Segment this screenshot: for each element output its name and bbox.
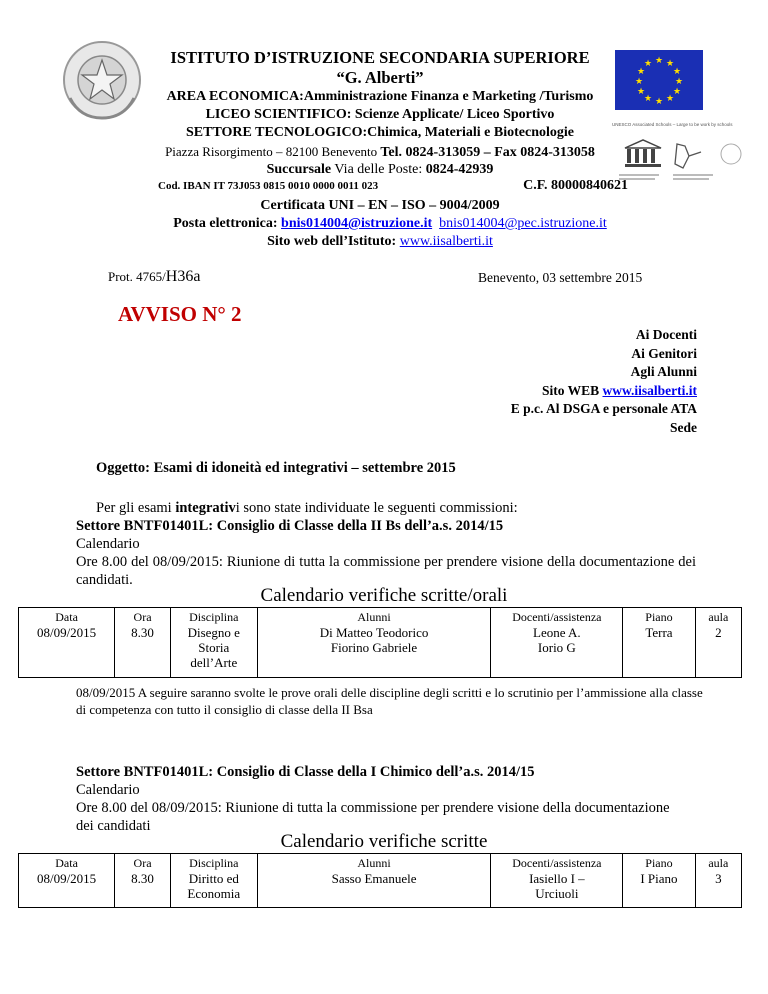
section1-calendar-table — [18, 607, 742, 678]
header-line1: ISTITUTO D’ISTRUZIONE SECONDARIA SUPERIORE — [170, 48, 590, 67]
col-alunni: Alunni — [257, 608, 491, 626]
avviso-title: AVVISO N° 2 — [118, 302, 242, 326]
website-link[interactable]: www.iisalberti.it — [399, 234, 493, 249]
cell-docenti: Iasiello I – Urciuoli — [491, 871, 623, 907]
recipient-web: Sito WEB www.iisalberti.it — [541, 382, 697, 398]
col-data: Data — [19, 608, 115, 626]
col-docenti: Docenti/assistenza — [491, 854, 623, 872]
cell-aula: 2 — [695, 625, 741, 677]
recipients — [511, 326, 697, 437]
svg-text:★: ★ — [665, 59, 675, 69]
header-line2: “G. Alberti” — [336, 68, 424, 87]
recipient-genitori: Ai Genitori — [631, 345, 697, 361]
header-address: Piazza Risorgimento – 82100 Benevento Tel. 0824-313059 – Fax 0824-313058 — [165, 144, 595, 160]
svg-text:★: ★ — [654, 56, 664, 66]
cell-alunni: Sasso Emanuele — [257, 871, 491, 907]
header-web: Sito web dell’Istituto: www.iisalberti.it — [267, 234, 493, 249]
section1-calendar-label: Calendario — [76, 536, 140, 552]
intro-paragraph: Per gli esami integrativi sono state individuate le seguenti commissioni: — [96, 500, 518, 516]
header-iban-cf: Cod. IBAN IT 73J053 0815 0010 0000 0011 023 C.F. 80000840621 — [158, 178, 628, 193]
header-cert: Certificata UNI – EN – ISO – 9004/2009 — [260, 198, 500, 213]
email-link-1[interactable]: bnis014004@istruzione.it — [281, 216, 433, 231]
email-link-2[interactable]: bnis014004@pec.istruzione.it — [439, 216, 607, 231]
unesco-banner: UNESCO Associated Schools – Large to be work by schools — [612, 122, 733, 127]
cell-ora: 8.30 — [115, 625, 171, 677]
cell-data: 08/09/2015 — [19, 871, 115, 907]
svg-text:★: ★ — [643, 94, 653, 104]
cell-aula: 3 — [695, 871, 741, 907]
svg-text:★: ★ — [654, 97, 664, 107]
col-ora: Ora — [115, 854, 171, 872]
col-docenti: Docenti/assistenza — [491, 608, 623, 626]
cell-piano: Terra — [623, 625, 695, 677]
document-date: Benevento, 03 settembre 2015 — [478, 270, 643, 285]
protocol-number: Prot. 4765/H36a — [108, 268, 201, 285]
col-data: Data — [19, 854, 115, 872]
recipient-alunni: Agli Alunni — [630, 364, 697, 379]
svg-text:★: ★ — [674, 77, 684, 87]
cell-disciplina: Disegno e Storia dell’Arte — [170, 625, 257, 677]
section2-table-title: Calendario verifiche scritte — [280, 831, 488, 852]
section2-calendar-table — [18, 853, 742, 908]
table-header-row — [19, 854, 742, 872]
section1-note: 08/09/2015 A seguire saranno svolte le prove orali delle discipline degli scritti e lo scrutinio per l’ammissione alla classe di competenza con tutto il consiglio di classe della II Bsa — [76, 685, 703, 717]
svg-text:★: ★ — [643, 59, 653, 69]
recipient-docenti: Ai Docenti — [635, 327, 697, 342]
header-succursale: Succursale Via delle Poste: 0824-42939 — [266, 162, 494, 177]
cell-disciplina: Diritto ed Economia — [170, 871, 257, 907]
recipient-sede: Sede — [670, 419, 697, 435]
table-header-row — [19, 608, 742, 626]
col-disciplina: Disciplina — [170, 854, 257, 872]
svg-text:★: ★ — [634, 77, 644, 87]
section2-calendar-label: Calendario — [76, 782, 140, 798]
table-row — [19, 625, 742, 677]
header-line4: LICEO SCIENTIFICO: Scienze Applicate/ Liceo Sportivo — [205, 107, 555, 122]
col-disciplina: Disciplina — [170, 608, 257, 626]
svg-text:★: ★ — [665, 94, 675, 104]
section1-title: Settore BNTF01401L: Consiglio di Classe della II Bs dell’a.s. 2014/15 — [76, 518, 504, 534]
col-piano: Piano — [623, 854, 695, 872]
section1-table-title: Calendario verifiche scritte/orali — [260, 585, 508, 606]
col-piano: Piano — [623, 608, 695, 626]
table-row — [19, 871, 742, 907]
col-aula: aula — [695, 854, 741, 872]
col-aula: aula — [695, 608, 741, 626]
section2-title: Settore BNTF01401L: Consiglio di Classe della I Chimico dell’a.s. 2014/15 — [76, 764, 535, 780]
cell-ora: 8.30 — [115, 871, 171, 907]
header-email: Posta elettronica: bnis014004@istruzione.it bnis014004@pec.istruzione.it — [173, 216, 607, 231]
oggetto: Oggetto: Esami di idoneità ed integrativi – settembre 2015 — [96, 460, 456, 476]
svg-text:★: ★ — [672, 87, 682, 97]
recipient-dsga: E p.c. Al DSGA e personale ATA — [510, 401, 697, 416]
cell-piano: I Piano — [623, 871, 695, 907]
italian-republic-emblem — [60, 38, 144, 122]
svg-text:★: ★ — [636, 87, 646, 97]
cell-alunni: Di Matteo Teodorico Fiorino Gabriele — [257, 625, 491, 677]
svg-text:★: ★ — [636, 67, 646, 77]
header-line3: AREA ECONOMICA:Amministrazione Finanza e Marketing /Turismo — [166, 89, 594, 104]
section2-text: Ore 8.00 del 08/09/2015: Riunione di tutta la commissione per prendere visione della documentazione dei candidati — [76, 800, 670, 834]
svg-text:★: ★ — [672, 67, 682, 77]
section1-text: Ore 8.00 del 08/09/2015: Riunione di tutta la commissione per prendere visione della documentazione dei candidati. — [76, 554, 696, 588]
col-ora: Ora — [115, 608, 171, 626]
cell-docenti: Leone A. Iorio G — [491, 625, 623, 677]
col-alunni: Alunni — [257, 854, 491, 872]
cell-data: 08/09/2015 — [19, 625, 115, 677]
header-line5: SETTORE TECNOLOGICO:Chimica, Materiali e Biotecnologie — [186, 125, 574, 140]
recipient-web-link[interactable]: www.iisalberti.it — [602, 382, 697, 398]
